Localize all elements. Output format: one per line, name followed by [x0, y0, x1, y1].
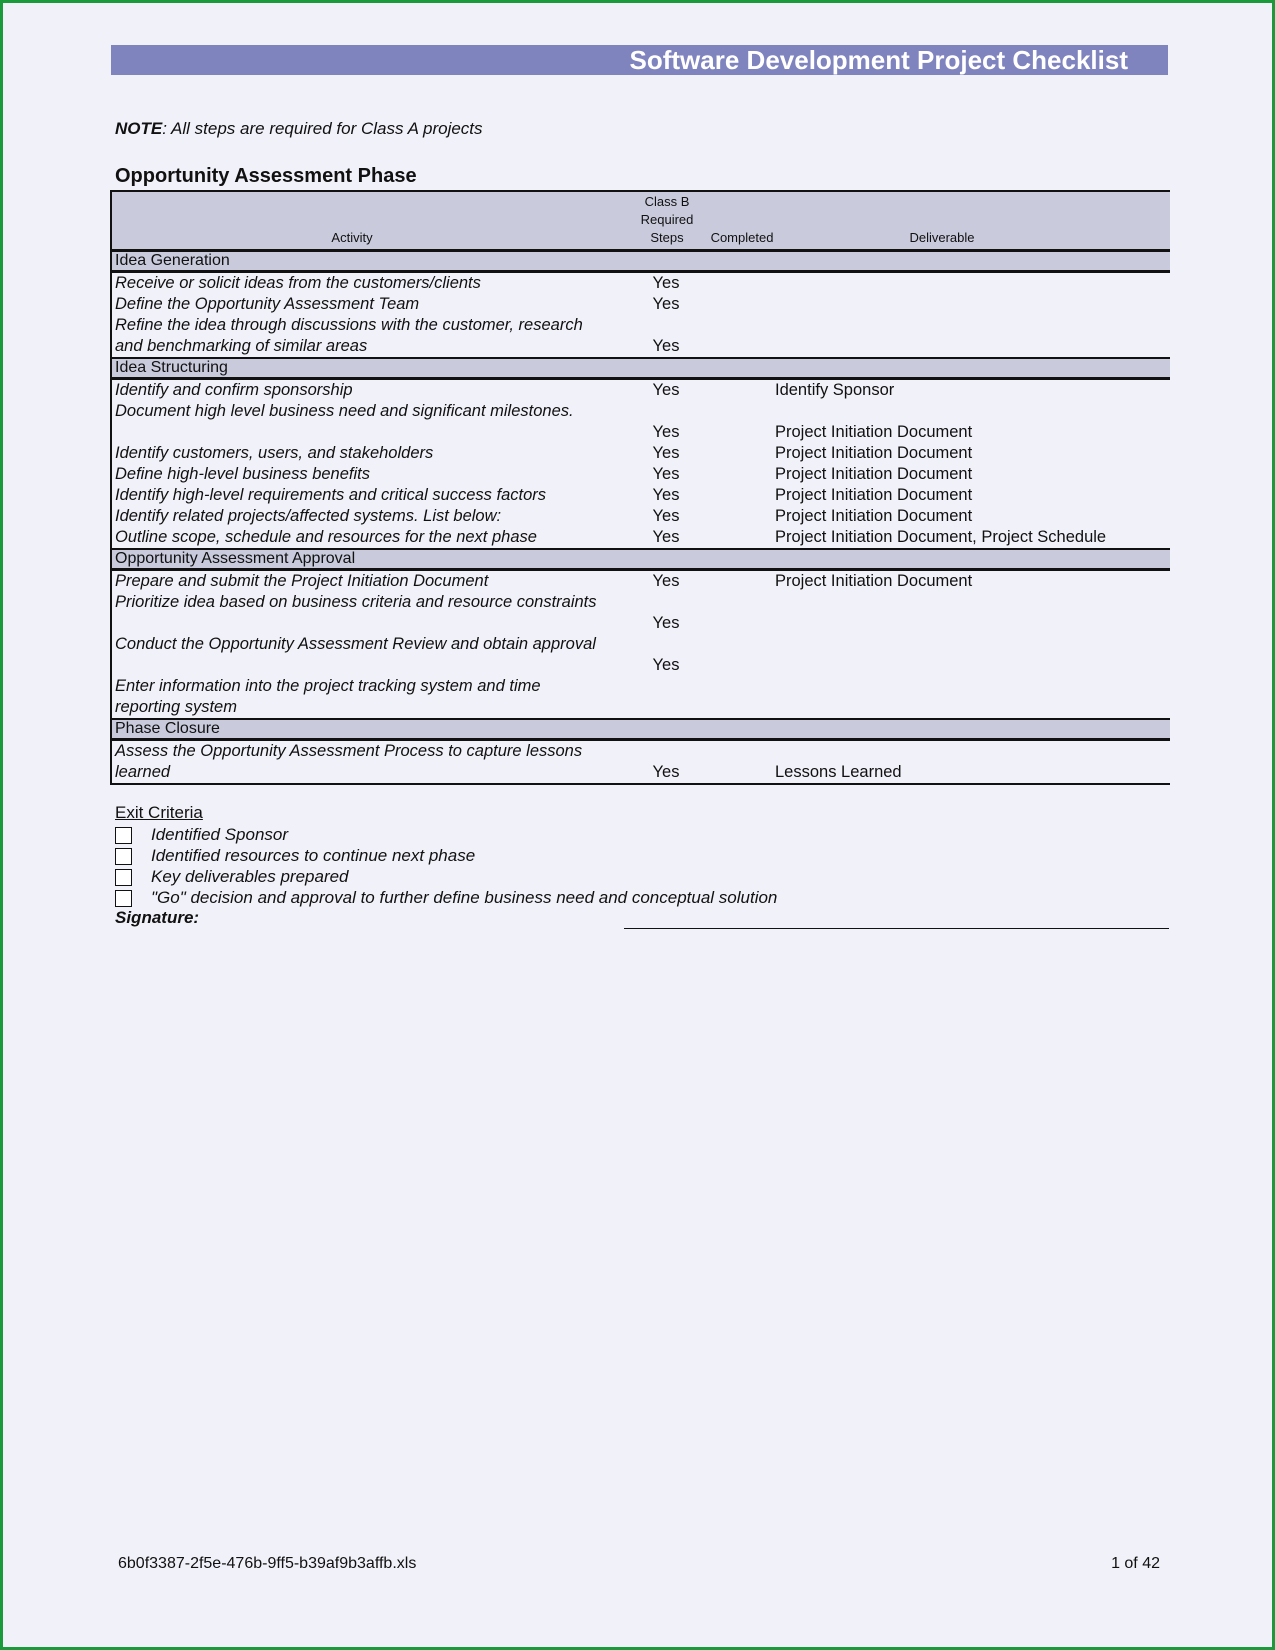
activity-cell: Receive or solicit ideas from the customers/clients [115, 274, 481, 292]
deliverable-cell: Project Initiation Document [775, 465, 973, 483]
criterion-text: "Go" decision and approval to further define business need and conceptual solution [151, 888, 778, 907]
activity-cell: Identify high-level requirements and critical success factors [115, 486, 547, 504]
signature-label: Signature: [115, 908, 200, 927]
table-row [112, 401, 1170, 443]
activity-cell: Prepare and submit the Project Initiation Document [115, 572, 489, 590]
table-row [112, 741, 1170, 785]
deliverable-cell: Project Initiation Document [775, 486, 973, 504]
deliverable-cell: Project Initiation Document [775, 444, 973, 462]
table-row [112, 380, 1170, 401]
deliverable-cell: Lessons Learned [775, 763, 902, 781]
header-completed: Completed [710, 230, 774, 245]
activity-cell: Conduct the Opportunity Assessment Review and obtain approval [115, 635, 596, 653]
deliverable-cell: Project Initiation Document [775, 572, 973, 590]
table-row [112, 464, 1170, 485]
deliverable-cell: Project Initiation Document, Project Schedule [775, 528, 1107, 546]
table-row [112, 592, 1170, 634]
header-activity: Activity [331, 230, 373, 245]
note-text: : All steps are required for Class A projects [162, 119, 483, 138]
checkbox[interactable] [115, 827, 132, 844]
activity-cell: Define high-level business benefits [115, 465, 370, 483]
required-cell: Yes [652, 572, 680, 590]
note-label: NOTE [115, 119, 163, 138]
table-row [112, 485, 1170, 506]
note [115, 119, 483, 139]
deliverable-cell: Identify Sponsor [775, 381, 895, 399]
table-row [112, 315, 1170, 359]
activity-cell: Prioritize idea based on business criteria and resource constraints [115, 593, 597, 611]
section-idea-generation: Idea Generation [112, 252, 1170, 273]
criterion-text: Identified resources to continue next phase [151, 846, 476, 865]
required-cell: Yes [652, 763, 680, 781]
activity-cell: Outline scope, schedule and resources for the next phase [115, 528, 537, 546]
required-cell: Yes [652, 274, 680, 292]
required-cell: Yes [652, 528, 680, 546]
exit-criterion [115, 866, 349, 887]
table-header [112, 190, 1170, 252]
page-title: Software Development Project Checklist [111, 45, 1168, 75]
footer-page-number: 1 of 42 [1111, 1555, 1160, 1572]
exit-criterion [115, 845, 476, 866]
signature-line[interactable] [624, 928, 1169, 929]
section-phase-closure: Phase Closure [112, 720, 1170, 741]
table-row [112, 443, 1170, 464]
table-row [112, 527, 1170, 550]
activity-cell: Identify related projects/affected systems. List below: [115, 507, 502, 525]
criterion-text: Identified Sponsor [151, 825, 289, 844]
checklist-table [110, 190, 1170, 785]
required-cell: Yes [652, 465, 680, 483]
checkbox[interactable] [115, 869, 132, 886]
phase-title: Opportunity Assessment Phase [115, 165, 417, 187]
exit-criteria [115, 802, 778, 908]
header-deliverable: Deliverable [909, 230, 975, 245]
header-required: Class B Required Steps [640, 194, 694, 245]
required-cell: Yes [652, 507, 680, 525]
activity-cell: Refine the idea through discussions with the customer, research and benchmarking of similar areas [115, 316, 583, 355]
required-cell: Yes [652, 381, 680, 399]
deliverable-cell: Project Initiation Document [775, 507, 973, 525]
checkbox[interactable] [115, 848, 132, 865]
required-cell: Yes [652, 295, 680, 313]
activity-cell: Enter information into the project tracking system and time reporting system [115, 677, 541, 716]
section-opportunity-assessment-approval: Opportunity Assessment Approval [112, 550, 1170, 571]
table-row [112, 676, 1170, 720]
exit-criteria-title: Exit Criteria [115, 803, 203, 822]
required-cell: Yes [652, 614, 680, 632]
required-cell: Yes [652, 656, 680, 674]
activity-cell: Define the Opportunity Assessment Team [115, 295, 420, 313]
exit-criterion [115, 887, 778, 908]
required-cell: Yes [652, 486, 680, 504]
section-idea-structuring: Idea Structuring [112, 359, 1170, 380]
table-row [112, 506, 1170, 527]
exit-criterion [115, 824, 289, 845]
activity-cell: Identify customers, users, and stakeholders [115, 444, 434, 462]
activity-cell: Assess the Opportunity Assessment Process to capture lessons learned [115, 742, 583, 781]
required-cell: Yes [652, 444, 680, 462]
activity-cell: Document high level business need and significant milestones. [115, 402, 574, 420]
required-cell: Yes [652, 423, 680, 441]
activity-cell: Identify and confirm sponsorship [115, 381, 353, 399]
criterion-text: Key deliverables prepared [151, 867, 349, 886]
deliverable-cell: Project Initiation Document [775, 423, 973, 441]
footer-filename: 6b0f3387-2f5e-476b-9ff5-b39af9b3affb.xls [118, 1555, 417, 1572]
table-row [112, 294, 1170, 315]
table-row [112, 571, 1170, 592]
checkbox[interactable] [115, 890, 132, 907]
table-row [112, 634, 1170, 676]
table-row [112, 273, 1170, 294]
required-cell: Yes [652, 337, 680, 355]
